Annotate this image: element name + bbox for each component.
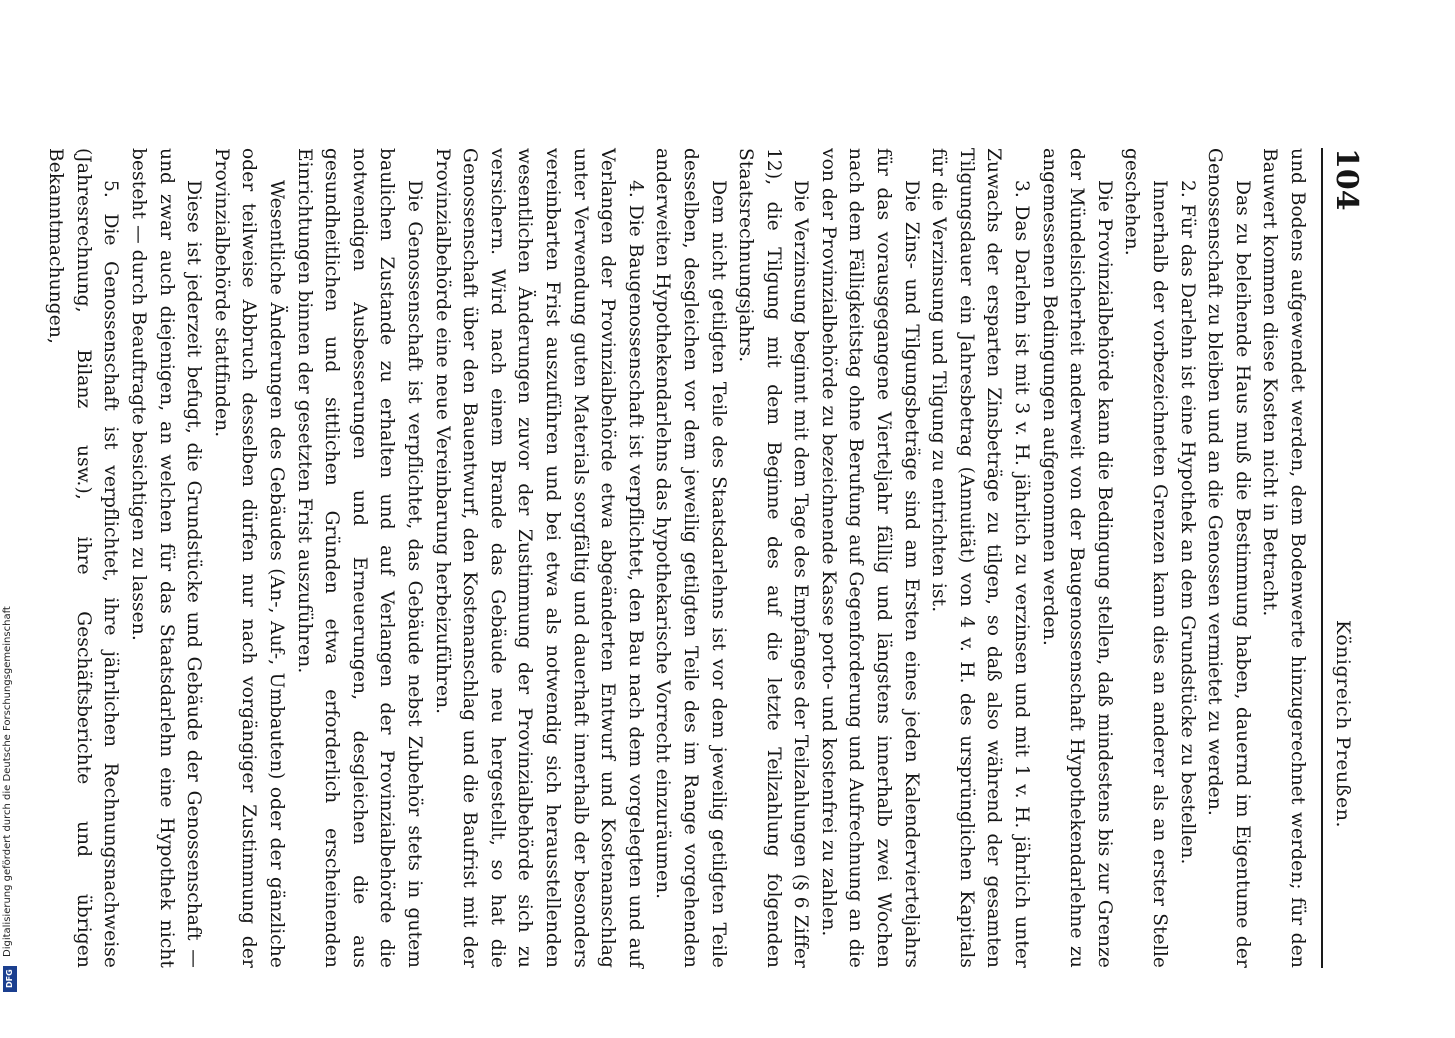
paragraph: Die Provinzialbehörde kann die Bedingung stellen, daß mindestens bis zur Grenze der Mündelsicherheit anderweit von der Baugenossenschaft Hypothekendarlehne zu angemessenen Bedingungen aufgenommen werden. [1038, 148, 1115, 968]
rotated-document-page [45, 138, 1370, 1038]
page-header [1321, 148, 1364, 968]
paragraph: Die Verzinsung beginnt mit dem Tage des Empfanges der Teilzahlungen (§ 6 Ziffer 12), die Tilgung mit dem Beginne des auf die letzte Teilzahlung folgenden Staatsrechnungsjahrs. [735, 148, 812, 968]
running-head: Königreich Preußen. [1332, 620, 1354, 828]
dfg-logo: DFG [3, 966, 17, 992]
paragraph: 4. Die Baugenossenschaft ist verpflichtet, den Bau nach dem vorgelegten und auf Verlangen der Provinzialbehörde etwa abgeänderten Entwurf und Kostenanschlag unter Verwendung guten Materials sorgfältig und dauerhaft innerhalb der besonders vereinbarten Frist auszuführen und bei etwa als notwendig sich herausstellenden wesentlichen Änderungen zuvor der Zustimmung der Provinzialbehörde sich zu versichern. Wird nach einem Brande das Gebäude neu hergestellt, so hat die Genossenschaft über den Bauentwurf, den Kostenanschlag und die Baufrist mit der Provinzialbehörde eine neue Vereinbarung herbeizuführen. [431, 148, 646, 968]
paragraph: Dem nicht getilgten Teile des Staatsdarlehns ist vor dem jeweilig getilgten Teile desselben, desgleichen vor dem jeweilig getilgten Teile des im Range vorgehenden anderweiten Hypothekendarlehns das hypothekarische Vorrecht einzuräumen. [652, 148, 729, 968]
paragraph: Wesentliche Änderungen des Gebäudes (An-, Auf-, Umbauten) oder der gänzliche oder teilweise Abbruch desselben dürfen nur nach vorgängiger Zustimmung der Provinzialbehörde stattfinden. [210, 148, 288, 968]
paragraph: Diese ist jederzeit befugt, die Grundstücke und Gebäude der Genossenschaft — und zwar auch diejenigen, an welchen für das Staatsdarlehn eine Hypothek nicht besteht — durch Beauftragte besichtigen zu lassen. [128, 148, 205, 968]
body-text [42, 148, 1311, 968]
digitization-credit [0, 606, 22, 996]
credit-label: Digitalisierung gefördert durch die Deutsche Forschungsgemeinschaft [2, 606, 13, 957]
paragraph: 2. Für das Darlehn ist eine Hypothek an dem Grundstücke zu bestellen. [1176, 180, 1198, 865]
page-number: 104 [1329, 148, 1364, 211]
paragraph: Die Zins- und Tilgungsbeträge sind am Ersten eines jeden Kalendervierteljahrs für das vorausgegangene Vierteljahr fällig und längstens innerhalb zwei Wochen nach dem Fälligkeitstag ohne Berufung auf Gegenforderung und Aufrechnung an die von der Provinzialbehörde zu bezeichnende Kasse porto- und kostenfrei zu zahlen. [817, 148, 922, 968]
paragraph: 3. Das Darlehn ist mit 3 v. H. jährlich zu verzinsen und mit 1 v. H. jährlich unter Zuwachs der ersparten Zinsbeträge zu tilgen, so daß also während der gesamten Tilgungsdauer ein Jahresbetrag (Annuität) von 4 v. H. des ursprünglichen Kapitals für die Verzinsung und Tilgung zu entrichten ist. [928, 148, 1033, 968]
paragraph: Innerhalb der vorbezeichneten Grenzen kann dies an anderer als an erster Stelle geschehen. [1121, 148, 1171, 968]
paragraph: Das zu beleihende Haus muß die Bestimmung haben, dauernd im Eigentume der Genossenschaft zu bleiben und an die Genossen vermietet zu werden. [1204, 148, 1253, 968]
paragraph: 5. Die Genossenschaft ist verpflichtet, ihre jährlichen Rechnungsnachweise (Jahresrechnung, Bilanz usw.), ihre Geschäftsberichte und übrigen Bekanntmachungen, [45, 148, 122, 968]
paragraph: Die Genossenschaft ist verpflichtet, das Gebäude nebst Zubehör stets in gutem baulichen Zustande zu erhalten und auf Verlangen der Provinzialbehörde die notwendigen Ausbesserungen und Erneuerungen, desgleichen die aus gesundheitlichen und sittlichen Gründen etwa erforderlich erscheinenden Einrichtungen binnen der gesetzten Frist auszuführen. [293, 148, 425, 968]
paragraph: und Bodens aufgewendet werden, dem Bodenwerte hinzugerechnet werden; für den Bauwert kommen diese Kosten nicht in Betracht. [1259, 148, 1308, 968]
